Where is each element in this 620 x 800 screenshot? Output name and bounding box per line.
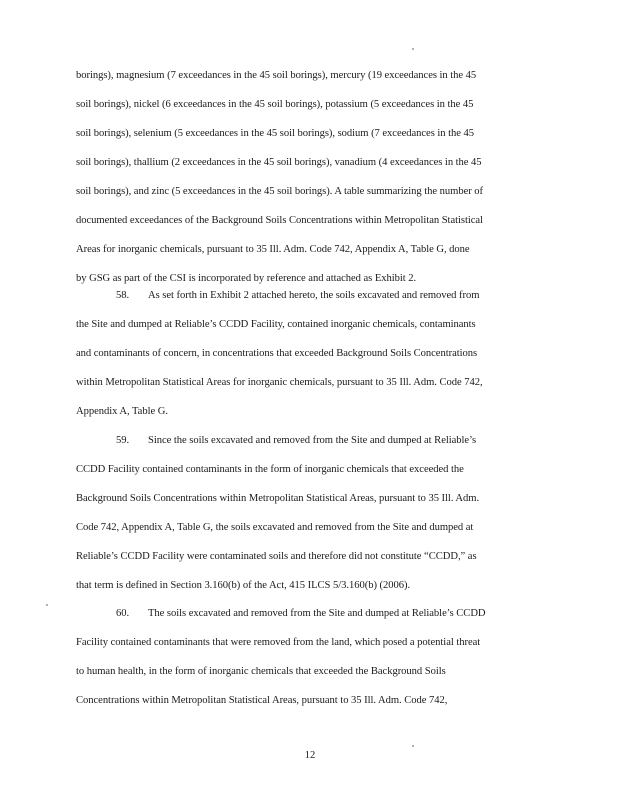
scan-speck: [412, 48, 414, 50]
text-line: soil borings), thallium (2 exceedances in the 45 soil borings), vanadium (4 exceedances in the 45: [76, 157, 482, 168]
text-line: Code 742, Appendix A, Table G, the soils excavated and removed from the Site and dumped at: [76, 522, 474, 533]
text-line: Appendix A, Table G.: [76, 406, 168, 417]
text-line: Since the soils excavated and removed from the Site and dumped at Reliable’s: [148, 435, 477, 446]
page-number: 12: [304, 750, 316, 761]
text-line: soil borings), selenium (5 exceedances in the 45 soil borings), sodium (7 exceedances in the 45: [76, 128, 475, 139]
text-line: that term is defined in Section 3.160(b) of the Act, 415 ILCS 5/3.160(b) (2006).: [76, 580, 411, 591]
text-line: Facility contained contaminants that were removed from the land, which posed a potential threat: [76, 637, 481, 648]
text-line: documented exceedances of the Background Soils Concentrations within Metropolitan Statistical: [76, 215, 483, 226]
text-line: and contaminants of concern, in concentrations that exceeded Background Soils Concentrations: [76, 348, 478, 359]
scan-speck: [412, 745, 414, 747]
text-line: Background Soils Concentrations within Metropolitan Statistical Areas, pursuant to 35 Ill. Adm.: [76, 493, 480, 504]
text-line: Concentrations within Metropolitan Statistical Areas, pursuant to 35 Ill. Adm. Code 742,: [76, 695, 448, 706]
text-line: The soils excavated and removed from the Site and dumped at Reliable’s CCDD: [148, 608, 486, 619]
text-line: soil borings), nickel (6 exceedances in the 45 soil borings), potassium (5 exceedances in the 45: [76, 99, 474, 110]
scan-speck: [46, 604, 48, 606]
paragraph-number: 59.: [116, 435, 130, 446]
text-line: CCDD Facility contained contaminants in the form of inorganic chemicals that exceeded the: [76, 464, 464, 475]
text-line: by GSG as part of the CSI is incorporated by reference and attached as Exhibit 2.: [76, 273, 417, 284]
paragraph-number: 60.: [116, 608, 130, 619]
text-line: Areas for inorganic chemicals, pursuant to 35 Ill. Adm. Code 742, Appendix A, Table G, done: [76, 244, 470, 255]
text-line: borings), magnesium (7 exceedances in the 45 soil borings), mercury (19 exceedances in the 45: [76, 70, 477, 81]
text-line: As set forth in Exhibit 2 attached hereto, the soils excavated and removed from: [148, 290, 480, 301]
paragraph-number: 58.: [116, 290, 130, 301]
text-line: Reliable’s CCDD Facility were contaminated soils and therefore did not constitute “CCDD,” as: [76, 551, 477, 562]
text-line: to human health, in the form of inorganic chemicals that exceeded the Background Soils: [76, 666, 446, 677]
text-line: soil borings), and zinc (5 exceedances in the 45 soil borings). A table summarizing the number of: [76, 186, 484, 197]
text-line: within Metropolitan Statistical Areas for inorganic chemicals, pursuant to 35 Ill. Adm. Code 742,: [76, 377, 483, 388]
text-line: the Site and dumped at Reliable’s CCDD Facility, contained inorganic chemicals, contaminants: [76, 319, 476, 330]
